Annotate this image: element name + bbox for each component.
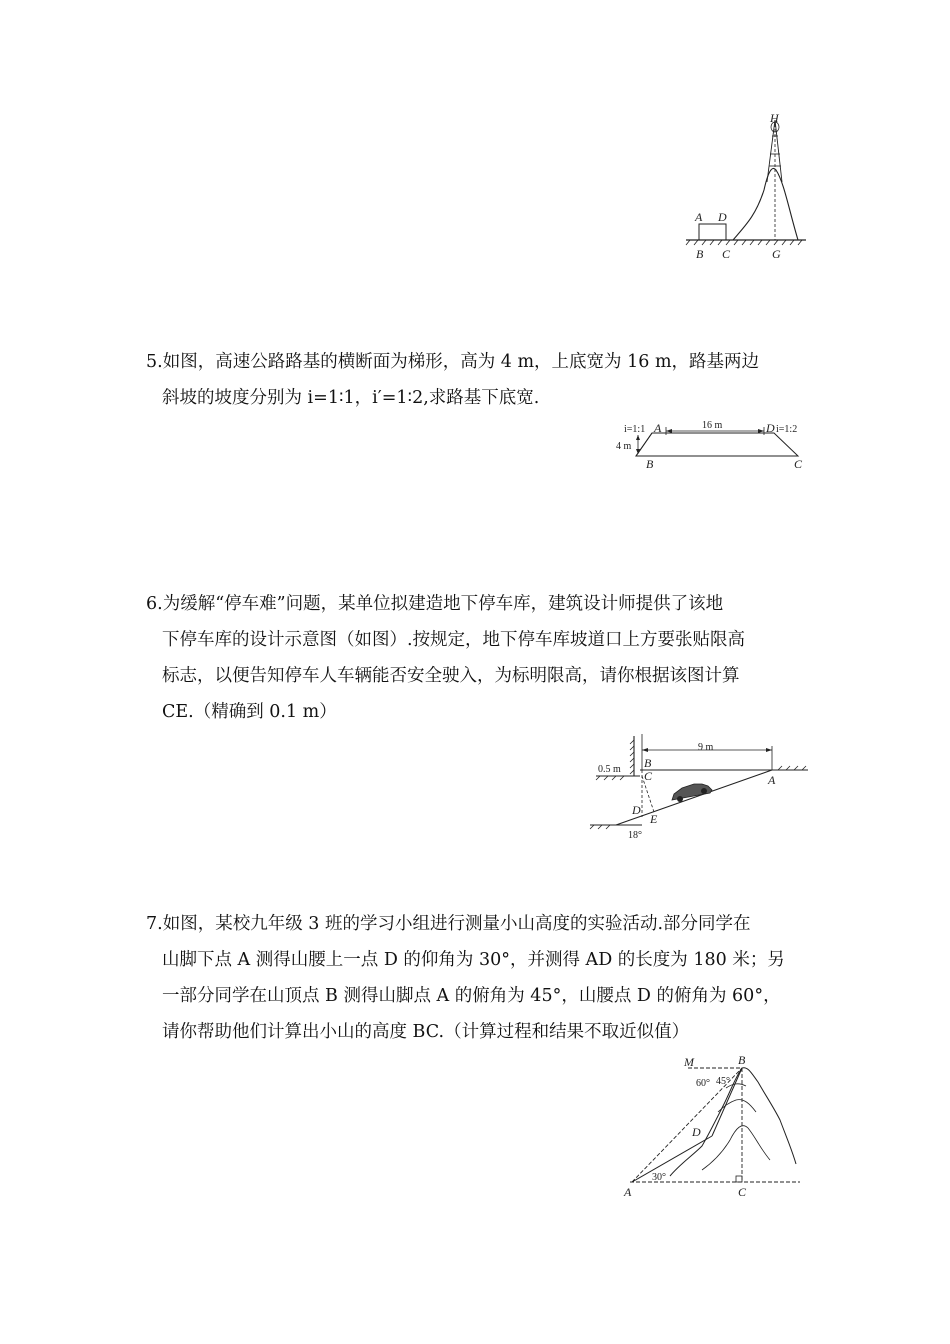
- problem-6-line-4: CE.（精确到 0.1 m）: [162, 702, 337, 722]
- label-B: B: [646, 457, 654, 471]
- label-C: C: [644, 769, 653, 783]
- figure-tower-hill: [686, 110, 816, 270]
- problem-5: [146, 344, 810, 416]
- problem-7-line-4: 请你帮助他们计算出小山的高度 BC.（计算过程和结果不取近似值）: [162, 1022, 690, 1042]
- label-H: H: [770, 111, 779, 125]
- label-C: C: [722, 247, 731, 261]
- left-slope-label: i=1:1: [624, 424, 646, 435]
- problem-6-line-1: 6.为缓解“停车难”问题，某单位拟建造地下停车库，建筑设计师提供了该地: [146, 594, 724, 614]
- label-D: D: [718, 210, 727, 224]
- problem-6-line-3: 标志，以便告知停车人车辆能否安全驶入，为标明限高，请你根据该图计算: [162, 666, 740, 686]
- figure-parking-ramp: [586, 732, 810, 844]
- figure-roadbed-trapezoid: [614, 418, 814, 474]
- angle-label: 18°: [628, 830, 642, 841]
- top-width-label: 16 m: [702, 420, 723, 431]
- problem-7-line-3: 一部分同学在山顶点 B 测得山脚点 A 的俯角为 45°，山腰点 D 的俯角为 60°，: [162, 986, 781, 1006]
- problem-7: [146, 906, 810, 1050]
- label-M: M: [684, 1055, 694, 1069]
- label-G: G: [772, 247, 781, 261]
- label-A: A: [768, 773, 776, 787]
- label-B: B: [644, 756, 652, 770]
- label-A: A: [695, 210, 703, 224]
- label-E: E: [650, 812, 658, 826]
- problem-6-line-2: 下停车库的设计示意图（如图）.按规定，地下停车库坡道口上方要张贴限高: [162, 630, 746, 650]
- label-B: B: [738, 1053, 746, 1067]
- angle-45-label: 45°: [716, 1076, 730, 1087]
- offset-label: 0.5 m: [598, 764, 621, 775]
- label-B: B: [696, 247, 704, 261]
- tower-hill-diagram: [686, 110, 816, 270]
- label-D: D: [632, 803, 641, 817]
- label-D: D: [692, 1125, 701, 1139]
- parking-ramp-diagram: [586, 732, 810, 844]
- figure-mountain: [620, 1052, 810, 1202]
- label-A: A: [654, 421, 662, 435]
- label-A: A: [624, 1185, 632, 1199]
- problem-6: [146, 586, 810, 730]
- problem-5-line-2: 斜坡的坡度分别为 i=1∶1，i′=1∶2,求路基下底宽.: [162, 388, 540, 408]
- roadbed-diagram: [614, 418, 814, 474]
- label-D: D: [766, 421, 775, 435]
- angle-60-label: 60°: [696, 1078, 710, 1089]
- height-label: 4 m: [616, 441, 632, 452]
- label-C: C: [738, 1185, 747, 1199]
- problem-5-line-1: 5.如图，高速公路路基的横断面为梯形，高为 4 m，上底宽为 16 m，路基两边: [146, 352, 760, 372]
- right-slope-label: i=1:2: [776, 424, 798, 435]
- problem-7-line-2: 山脚下点 A 测得山腰上一点 D 的仰角为 30°，并测得 AD 的长度为 180 米；另: [162, 950, 785, 970]
- mountain-diagram: [620, 1052, 810, 1202]
- problem-7-line-1: 7.如图，某校九年级 3 班的学习小组进行测量小山高度的实验活动.部分同学在: [146, 914, 751, 934]
- horizontal-length-label: 9 m: [698, 742, 714, 753]
- label-C: C: [794, 457, 803, 471]
- angle-30-label: 30°: [652, 1172, 666, 1183]
